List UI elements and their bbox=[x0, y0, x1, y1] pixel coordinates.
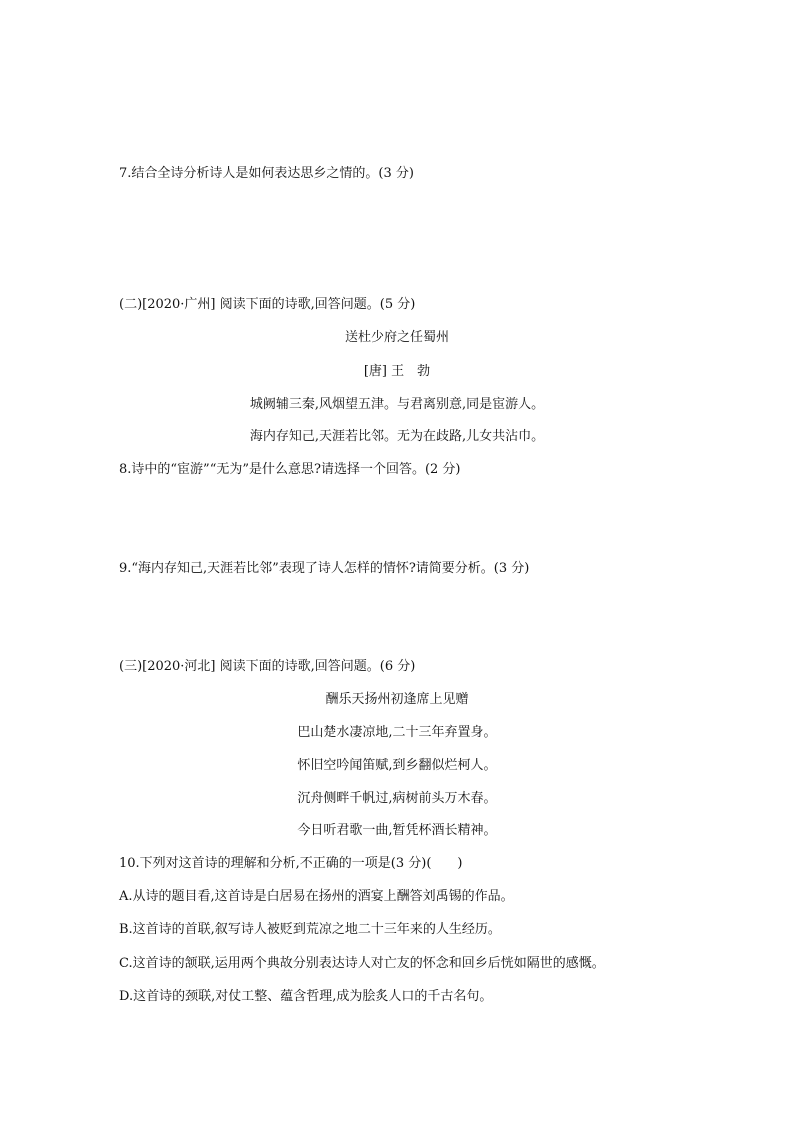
section-2-header: (二)[2020·广州] 阅读下面的诗歌,回答问题。(5 分) bbox=[119, 297, 416, 312]
question-9: 9.“海内存知己,天涯若比邻”表现了诗人怎样的情怀?请简要分析。(3 分) bbox=[119, 561, 530, 576]
poem-3-line-4: 今日听君歌一曲,暂凭杯酒长精神。 bbox=[297, 823, 497, 838]
poem-2-line-2: 海内存知己,天涯若比邻。无为在歧路,儿女共沾巾。 bbox=[249, 429, 545, 444]
question-7: 7.结合全诗分析诗人是如何表达思乡之情的。(3 分) bbox=[119, 166, 414, 181]
question-8: 8.诗中的“宦游”“无为”是什么意思?请选择一个回答。(2 分) bbox=[119, 462, 461, 477]
option-a: A.从诗的题目看,这首诗是白居易在扬州的酒宴上酬答刘禹锡的作品。 bbox=[119, 889, 514, 904]
poem-2-title: 送杜少府之任蜀州 bbox=[344, 330, 449, 345]
poem-3-line-2: 怀旧空吟闻笛赋,到乡翻似烂柯人。 bbox=[297, 758, 497, 773]
question-10: 10.下列对这首诗的理解和分析,不正确的一项是(3 分)( ) bbox=[119, 856, 463, 871]
section-3-header: (三)[2020·河北] 阅读下面的诗歌,回答问题。(6 分) bbox=[119, 659, 416, 674]
option-b: B.这首诗的首联,叙写诗人被贬到荒凉之地二十三年来的人生经历。 bbox=[119, 922, 501, 937]
poem-3-line-1: 巴山楚水凄凉地,二十三年弃置身。 bbox=[297, 725, 497, 740]
option-c: C.这首诗的颔联,运用两个典故分别表达诗人对亡友的怀念和回乡后恍如隔世的感慨。 bbox=[119, 956, 605, 971]
option-d: D.这首诗的颈联,对仗工整、蕴含哲理,成为脍炙人口的千古名句。 bbox=[119, 989, 493, 1004]
poem-2-author: [唐] 王 勃 bbox=[363, 364, 431, 379]
poem-3-title: 酬乐天扬州初逢席上见赠 bbox=[325, 692, 469, 707]
poem-2-line-1: 城阙辅三秦,风烟望五津。与君离别意,同是宦游人。 bbox=[249, 397, 545, 412]
poem-3-line-3: 沉舟侧畔千帆过,病树前头万木春。 bbox=[297, 791, 497, 806]
